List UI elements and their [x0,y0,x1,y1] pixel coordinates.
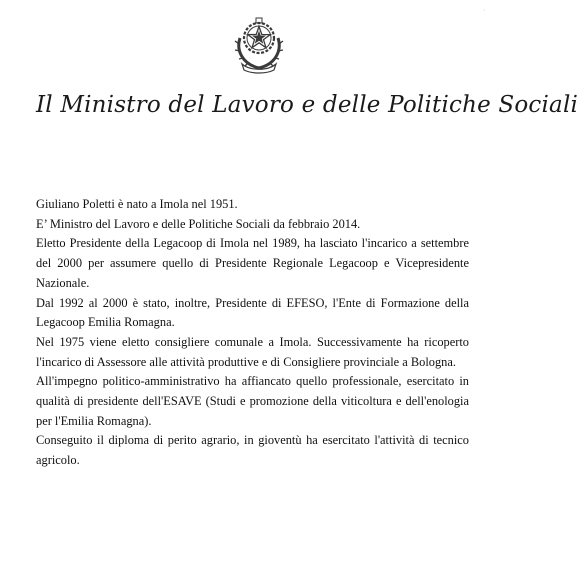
paragraph-diploma: Conseguito il diploma di perito agrario, in gioventù ha esercitato l'attività di tecnico agricolo. [36,433,469,468]
biography-text [36,195,469,471]
ministry-letterhead: Il Ministro del Lavoro e delle Politiche Sociali [36,92,578,118]
paragraph-legacoop: Eletto Presidente della Legacoop di Imola nel 1989, ha lasciato l'incarico a settembre del 2000 per assumere quello di Presidente Regionale Legacoop e Vicepresidente Nazionale. [36,236,469,290]
scan-mark: · [483,6,486,15]
paragraph-council: Nel 1975 viene eletto consigliere comunale a Imola. Successivamente ha ricoperto l'incarico di Assessore alle attività produttive e di Consigliere provinciale a Bologna. [36,334,469,369]
paragraph-esave: All'impegno politico-amministrativo ha affiancato quello professionale, esercitato in qualità di presidente dell'ESAVE (Studi e promozione della viticoltura e dell'enologia per l'Emilia Romagna). [36,374,469,428]
paragraph-efeso: Dal 1992 al 2000 è stato, inoltre, Presidente di EFESO, l'Ente di Formazione della Legacoop Emilia Romagna. [36,295,469,330]
italian-republic-emblem-icon [230,8,288,74]
paragraph-birth: Giuliano Poletti è nato a Imola nel 1951. [36,197,238,211]
paragraph-minister: E’ Ministro del Lavoro e delle Politiche Sociali da febbraio 2014. [36,216,361,231]
